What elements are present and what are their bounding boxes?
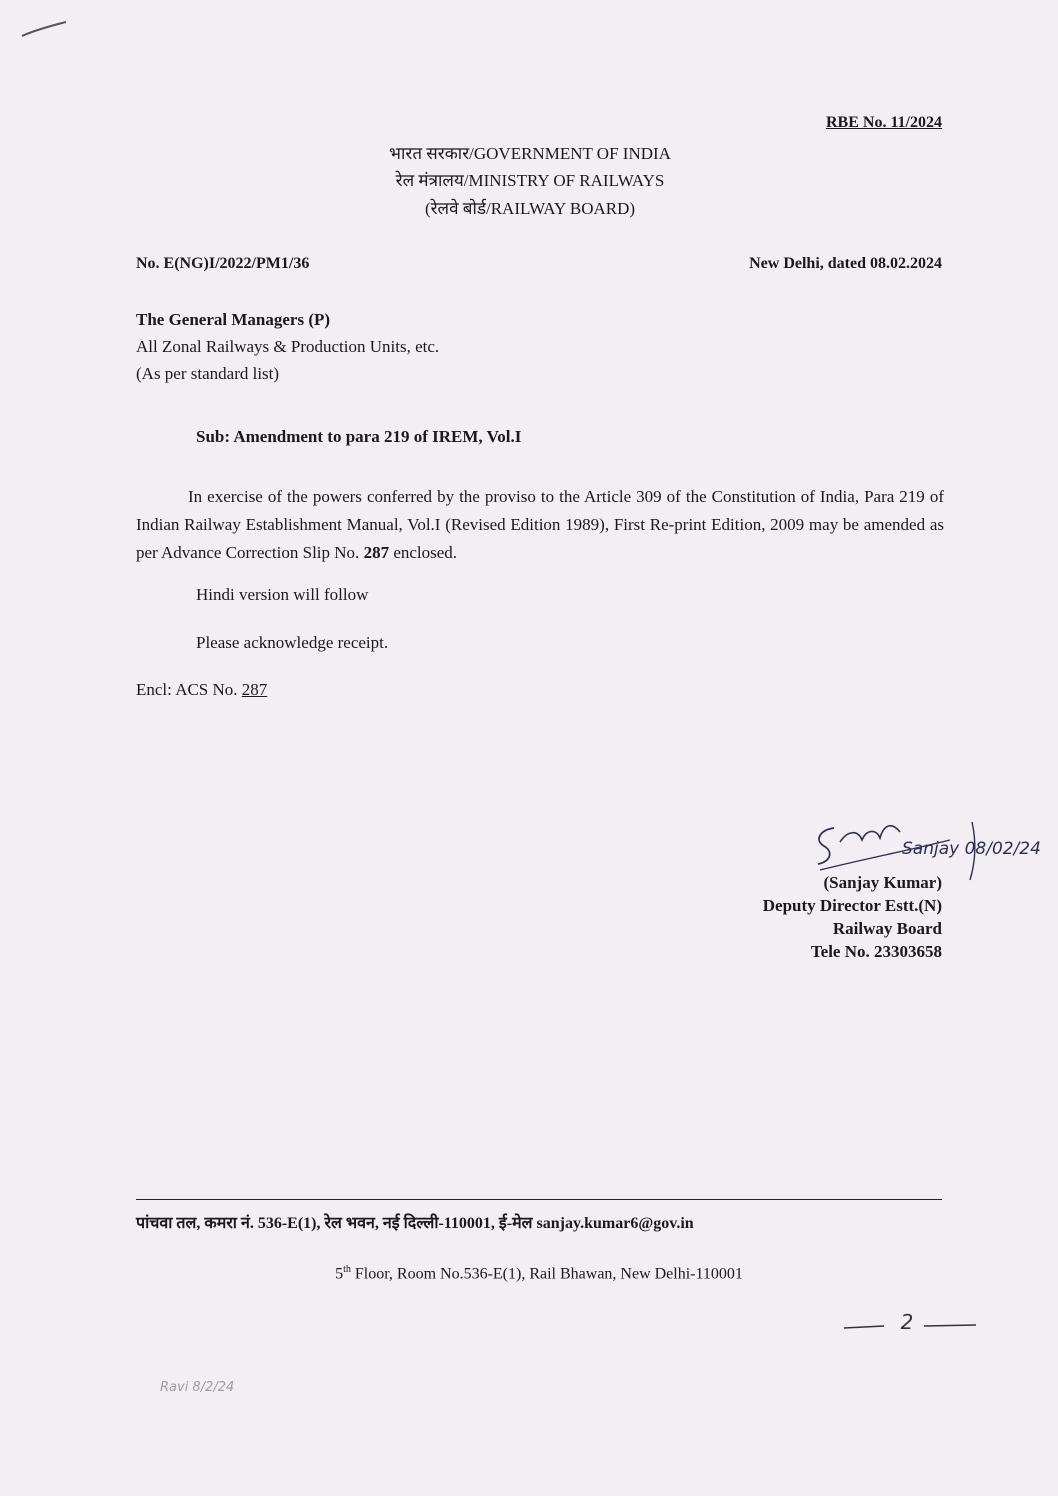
footer-hindi-address: पांचवा तल, कमरा नं. 536-E(1), रेल भवन, नई दिल्ली-110001, ई-मेल sanjay.kumar6@gov.in <box>136 1215 694 1232</box>
acs-number: 287 <box>363 543 390 562</box>
addressee-list: (As per standard list) <box>136 364 280 383</box>
footer-floor-suffix: th <box>343 1264 351 1275</box>
signatory-designation: Deputy Director Estt.(N) <box>762 896 942 915</box>
header-government: भारत सरकार/GOVERNMENT OF INDIA <box>389 144 671 163</box>
signatory-name: (Sanjay Kumar) <box>823 873 942 892</box>
signatory-phone: Tele No. 23303658 <box>810 942 942 961</box>
rbe-number: RBE No. 11/2024 <box>825 114 942 131</box>
initials-note: Ravi 8/2/24 <box>160 1380 235 1395</box>
header-ministry: रेल मंत्रालय/MINISTRY OF RAILWAYS <box>395 171 665 190</box>
footer-english-address <box>136 1264 942 1283</box>
hindi-version-note: Hindi version will follow <box>196 585 369 604</box>
enclosure-line <box>136 680 267 700</box>
page-number-mark: 2 <box>900 1310 914 1334</box>
footer-address-rest: Floor, Room No.536-E(1), Rail Bhawan, New Delhi-110001 <box>350 1265 743 1283</box>
signatory-block <box>640 871 942 963</box>
acknowledge-note: Please acknowledge receipt. <box>196 633 389 652</box>
reference-number: No. E(NG)I/2022/PM1/36 <box>136 255 310 272</box>
signature-text: Sanjay 08/02/24 <box>902 839 1041 859</box>
enclosure-number: 287 <box>241 680 268 699</box>
signatory-office: Railway Board <box>832 919 942 938</box>
addressee-units: All Zonal Railways & Production Units, etc. <box>136 337 440 356</box>
subject-line: Sub: Amendment to para 219 of IREM, Vol.I <box>196 427 522 446</box>
footer-divider <box>136 1199 942 1200</box>
main-paragraph-end: enclosed. <box>389 543 458 562</box>
footer-floor-number: 5 <box>335 1265 344 1283</box>
enclosure-label: Encl: ACS No. <box>136 680 242 699</box>
page-marker <box>840 1310 980 1340</box>
main-paragraph <box>136 483 944 567</box>
dated-line: New Delhi, dated 08.02.2024 <box>749 255 942 272</box>
addressee-title: The General Managers (P) <box>136 310 331 329</box>
main-paragraph-text: In exercise of the powers conferred by the proviso to the Article 309 of the Constitution of India, Para 219 of Indian Railway Establishment Manual, Vol.I (Revised Edition 1989), First Re-print Edition, 2009 may be amended as per Advance Correction Slip No. <box>136 487 944 562</box>
pen-stroke-mark <box>20 18 70 40</box>
header-board: (रेलवे बोर्ड/RAILWAY BOARD) <box>424 199 636 218</box>
